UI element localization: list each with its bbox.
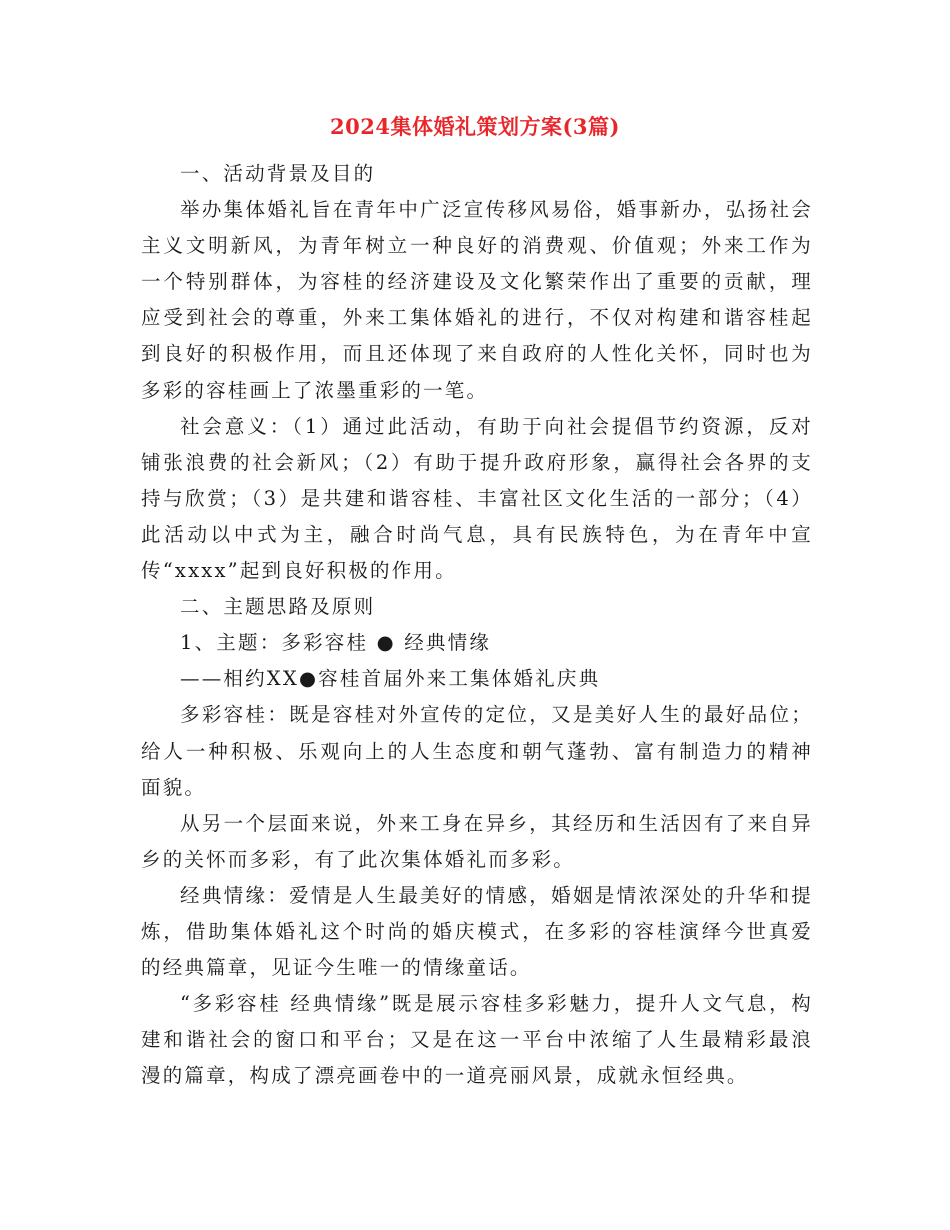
- paragraph-colorful-ronggui: 多彩容桂：既是容桂对外宣传的定位，又是美好人生的最好品位；给人一种积极、乐观向上的人生态度和朝气蓬勃、富有制造力的精神面貌。: [141, 703, 813, 799]
- section-heading-background: 一、活动背景及目的: [180, 162, 376, 185]
- document-body: [141, 156, 813, 1094]
- section-heading-theme: 二、主题思路及原则: [180, 595, 376, 619]
- paragraph-social-significance: 社会意义：（1）通过此活动，有助于向社会提倡节约资源，反对铺张浪费的社会新风；（2）有助于提升政府形象，赢得社会各界的支持与欣赏；（3）是共建和谐容桂、丰富社区文化生活的一部分；（4）此活动以中式为主，融合时尚气息，具有民族特色，为在青年中宣传“xxxx”起到良好积极的作用。: [141, 414, 813, 583]
- paragraph-conclusion: “多彩容桂 经典情缘”既是展示容桂多彩魅力，提升人文气息，构建和谐社会的窗口和平台；又是在这一平台中浓缩了人生最精彩最浪漫的篇章，构成了漂亮画卷中的一道亮丽风景，成就永恒经典。: [141, 992, 813, 1088]
- document-title: 2024集体婚礼策划方案(3篇): [330, 114, 620, 139]
- paragraph-another-level: 从另一个层面来说，外来工身在异乡，其经历和生活因有了来自异乡的关怀而多彩，有了此次集体婚礼而多彩。: [141, 811, 813, 871]
- paragraph-classic-love: 经典情缘：爱情是人生最美好的情感，婚姻是情浓深处的升华和提炼，借助集体婚礼这个时尚的婚庆模式，在多彩的容桂演绎今世真爱的经典篇章，见证今生唯一的情缘童话。: [141, 883, 813, 980]
- paragraph-purpose: 举办集体婚礼旨在青年中广泛宣传移风易俗，婚事新办，弘扬社会主义文明新风，为青年树立一种良好的消费观、价值观；外来工作为一个特别群体，为容桂的经济建设及文化繁荣作出了重要的贡献，理应受到社会的尊重，外来工集体婚礼的进行，不仅对构建和谐容桂起到良好的积极作用，而且还体现了来自政府的人性化关怀，同时也为多彩的容桂画上了浓墨重彩的一笔。: [141, 198, 813, 402]
- paragraph-theme: 1、主题：多彩容桂 ● 经典情缘: [180, 631, 492, 655]
- paragraph-subtitle: ——相约XX●容桂首届外来工集体婚礼庆典: [180, 667, 601, 691]
